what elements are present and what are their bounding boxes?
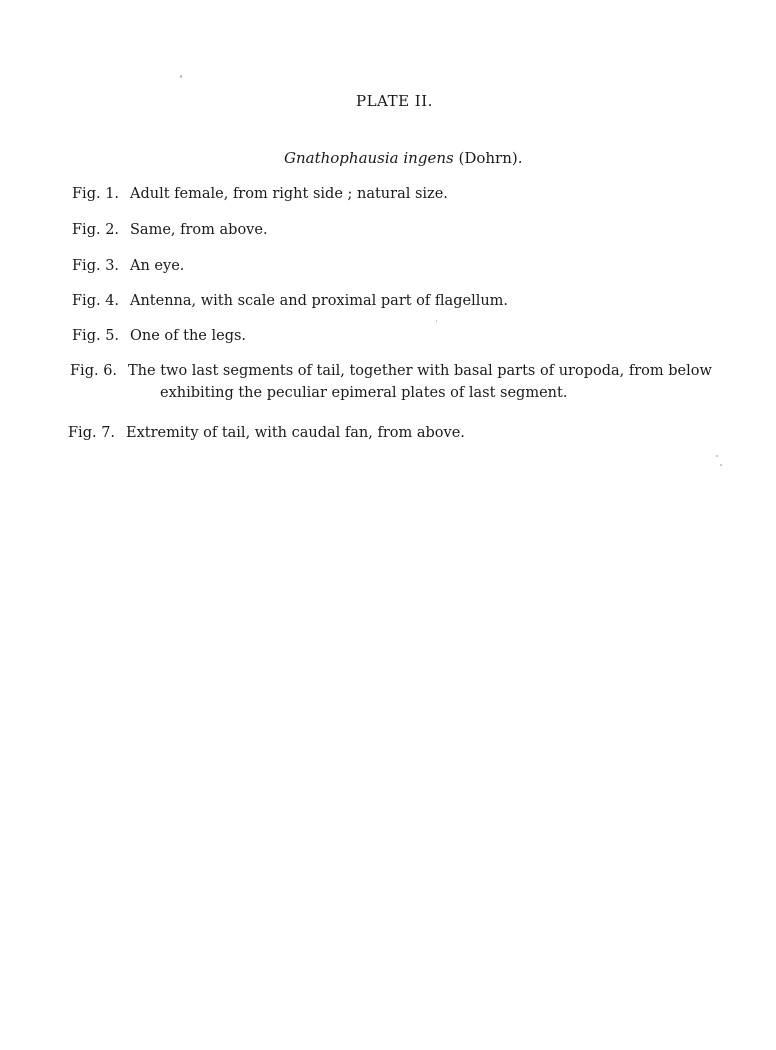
figure-caption-2 [72,219,268,241]
scan-speck [720,464,722,466]
figure-label: Fig. 7. [68,425,116,441]
figure-label: Fig. 1. [72,186,120,202]
figure-caption-6 [70,360,712,404]
figure-label: Fig. 2. [72,222,120,238]
species-heading [284,149,523,167]
figure-caption-7 [68,422,465,444]
species-name: Gnathophausia ingens [284,149,454,167]
figure-text: Antenna, with scale and proximal part of flagellum. [130,293,509,309]
figure-text: Same, from above. [130,222,268,238]
figure-label: Fig. 3. [72,258,120,274]
figure-text: One of the legs. [130,328,247,344]
figure-label: Fig. 4. [72,293,120,309]
figure-caption-3 [72,255,184,277]
figure-caption-5 [72,325,246,347]
figure-label: Fig. 6. [70,363,118,379]
figure-label: Fig. 5. [72,328,120,344]
scan-speck [436,320,437,322]
figure-text: Extremity of tail, with caudal fan, from above. [126,425,465,441]
figure-text-continuation: exhibiting the peculiar epimeral plates of last segment. [160,385,568,401]
scan-speck [180,75,182,78]
figure-caption-4 [72,290,508,312]
plate-title: PLATE II. [356,92,433,110]
figure-caption-1 [72,183,448,205]
figure-text: An eye. [130,258,185,274]
figure-text: Adult female, from right side ; natural size. [130,186,448,202]
species-author: (Dohrn). [458,149,523,167]
scan-speck [716,455,718,457]
figure-text: The two last segments of tail, together with basal parts of uropoda, from below [128,363,712,379]
